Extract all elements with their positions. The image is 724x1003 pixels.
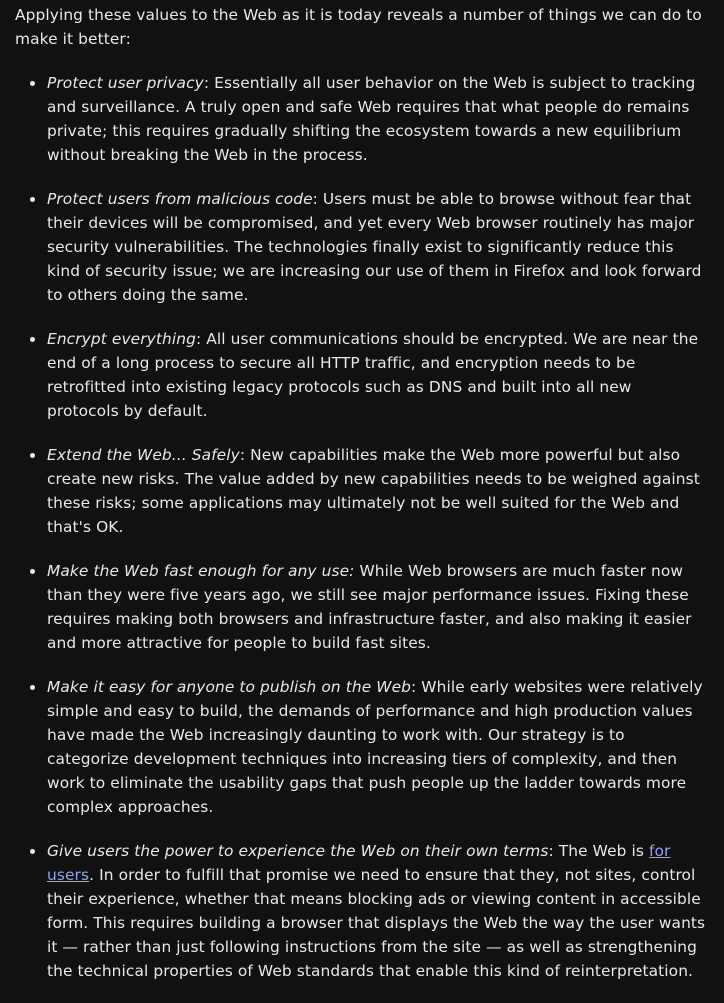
item-text: While Web browsers are much faster now than they were five years ago, we still see major performance issues. Fixing these requires making both browsers and infrastructure faster, and also making it easier and more attractive for people to build fast sites. xyxy=(47,562,692,652)
bullet-icon xyxy=(30,81,35,86)
bullet-icon xyxy=(30,685,35,690)
list-item-malicious-code xyxy=(47,187,707,307)
term-label: Make the Web fast enough for any use: xyxy=(47,562,355,580)
term-label: Protect user privacy xyxy=(47,74,204,92)
intro-paragraph: Applying these values to the Web as it is today reveals a number of things we can do to make it better: xyxy=(15,6,702,48)
item-text: : Essentially all user behavior on the Web is subject to tracking and surveillance. A truly open and safe Web requires that what people do remains private; this requires gradually shifting the ecosystem towards a new equilibrium without breaking the Web in the process. xyxy=(47,74,696,164)
item-text: : All user communications should be encrypted. We are near the end of a long process to secure all HTTP traffic, and encryption needs to be retrofitted into existing legacy protocols such as DNS and built into all new protocols by default. xyxy=(47,330,699,420)
bullet-icon xyxy=(30,197,35,202)
term-label: Make it easy for anyone to publish on the Web xyxy=(47,678,412,696)
for-users-link[interactable]: for users xyxy=(47,842,671,884)
item-text: : Users must be able to browse without fear that their devices will be compromised, and yet every Web browser routinely has major security vulnerabilities. The technologies finally exist to significantly reduce this kind of security issue; we are increasing our use of them in Firefox and look forward to others doing the same. xyxy=(47,190,702,304)
term-label: Give users the power to experience the Web on their own terms xyxy=(47,842,549,860)
bullet-icon xyxy=(30,337,35,342)
list-item-privacy xyxy=(47,71,707,167)
bullet-icon xyxy=(30,849,35,854)
item-text: . In order to fulfill that promise we need to ensure that they, not sites, control their experience, whether that means blocking ads or viewing content in accessible form. This requires building a browser that displays the Web the way the user wants it — rather than just following instructions from the site — as well as strengthening the technical properties of Web standards that enable this kind of reinterpretation. xyxy=(47,866,706,980)
item-text: : While early websites were relatively simple and easy to build, the demands of performance and high production values have made the Web increasingly daunting to work with. Our strategy is to categorize development techniques into increasing tiers of complexity, and then work to eliminate the usability gaps that push people up the ladder towards more complex approaches. xyxy=(47,678,703,816)
list-item-fast-web xyxy=(47,559,707,655)
list-item-easy-publish xyxy=(47,675,707,819)
bullet-icon xyxy=(30,569,35,574)
term-label: Protect users from malicious code xyxy=(47,190,313,208)
item-text: : New capabilities make the Web more powerful but also create new risks. The value added by new capabilities needs to be weighed against these risks; some applications may ultimately not be well suited for the Web and that's OK. xyxy=(47,446,700,536)
list-item-extend-web xyxy=(47,443,707,539)
item-text-before-link: : The Web is xyxy=(548,842,650,860)
bullet-icon xyxy=(30,453,35,458)
principles-list xyxy=(15,71,707,983)
term-label: Extend the Web... Safely xyxy=(47,446,240,464)
list-item-encrypt xyxy=(47,327,707,423)
article-content xyxy=(15,3,707,1003)
term-label: Encrypt everything xyxy=(47,330,196,348)
list-item-user-terms xyxy=(47,839,707,983)
